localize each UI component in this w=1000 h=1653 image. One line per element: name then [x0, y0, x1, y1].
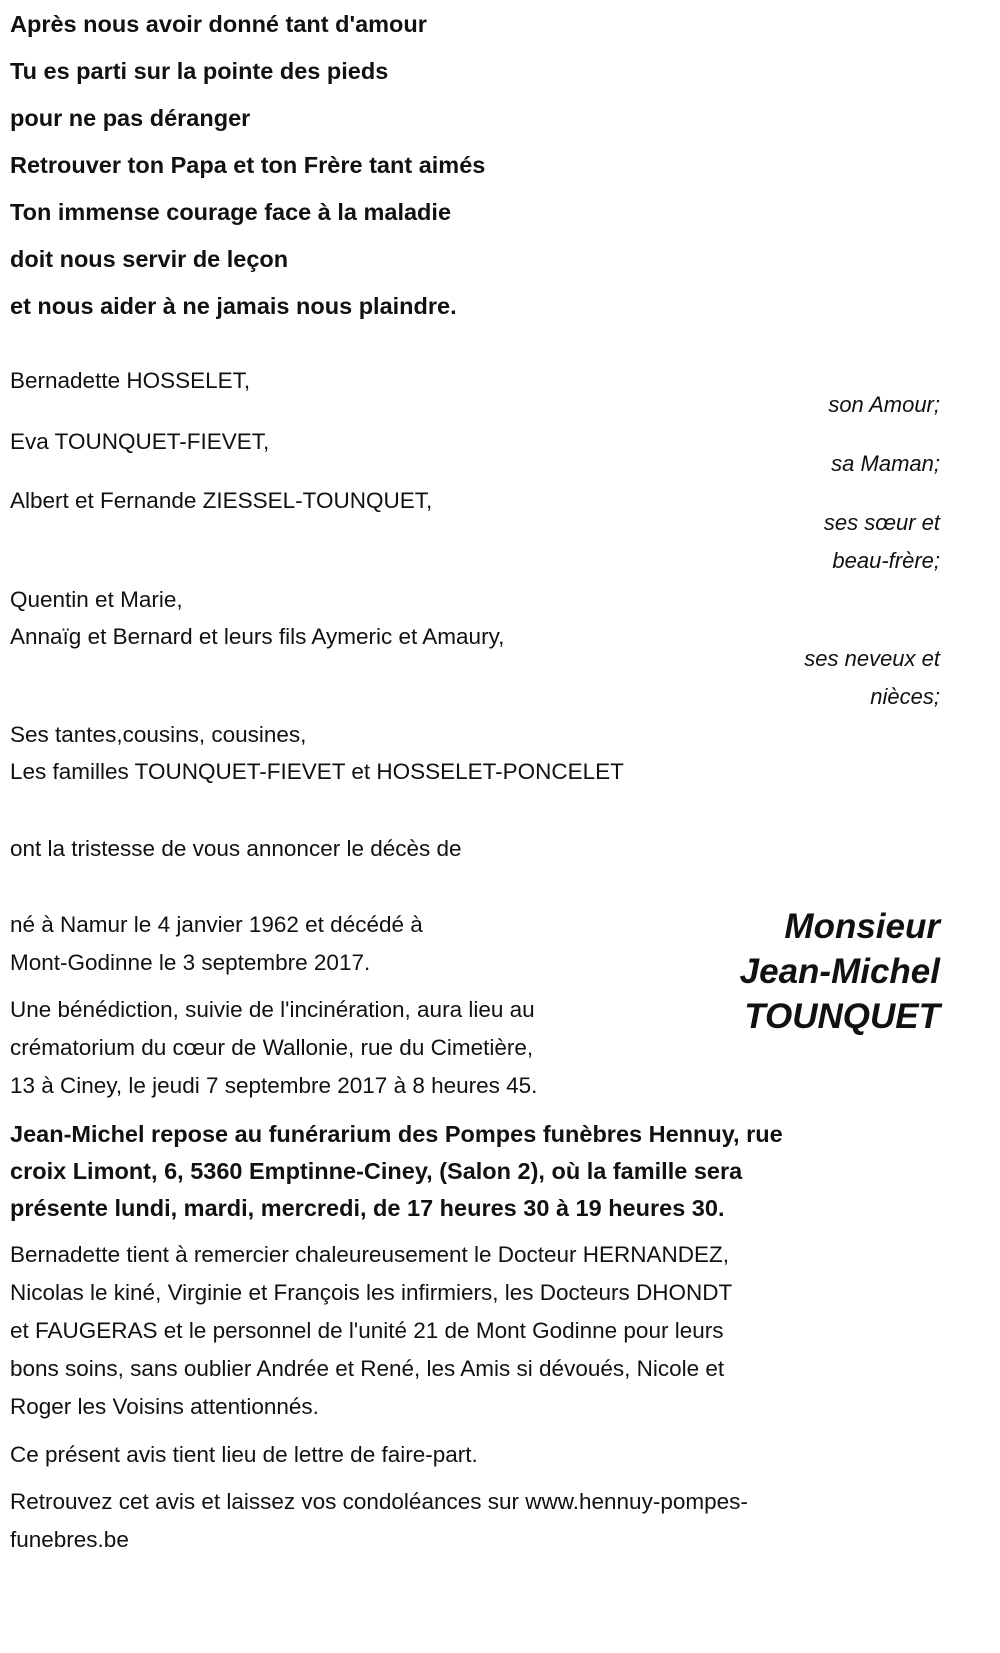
thanks-line: Nicolas le kiné, Virginie et François les infirmiers, les Docteurs DHONDT	[10, 1280, 733, 1305]
visitation-line: Jean-Michel repose au funérarium des Pompes funèbres Hennuy, rue	[10, 1121, 783, 1147]
thanks-line: et FAUGERAS et le personnel de l'unité 21 de Mont Godinne pour leurs	[10, 1318, 724, 1343]
visitation-line: croix Limont, 6, 5360 Emptinne-Ciney, (Salon 2), où la famille sera	[10, 1158, 743, 1184]
notice: Ce présent avis tient lieu de lettre de faire-part.	[10, 1442, 478, 1467]
birth-line: né à Namur le 4 janvier 1962 et décédé à	[10, 912, 423, 937]
deceased-first-name: Jean-Michel	[739, 952, 940, 991]
family-relation: ses sœur et	[823, 510, 940, 535]
ceremony-line: crématorium du cœur de Wallonie, rue du Cimetière,	[10, 1035, 534, 1060]
ceremony-line: Une bénédiction, suivie de l'incinération, aura lieu au	[10, 997, 535, 1022]
birth-line: Mont-Godinne le 3 septembre 2017.	[10, 950, 371, 975]
poem-line: Retrouver ton Papa et ton Frère tant aimés	[10, 152, 486, 178]
family-relation: sa Maman;	[831, 451, 940, 476]
thanks-line: bons soins, sans oublier Andrée et René, les Amis si dévoués, Nicole et	[10, 1356, 725, 1381]
family-name: Bernadette HOSSELET,	[10, 368, 251, 393]
poem-line: Tu es parti sur la pointe des pieds	[10, 58, 389, 84]
family-relation: ses neveux et	[804, 646, 940, 671]
thanks-line: Roger les Voisins attentionnés.	[10, 1394, 319, 1419]
condolences-line: funebres.be	[10, 1527, 129, 1552]
family-name: Annaïg et Bernard et leurs fils Aymeric et Amaury,	[10, 624, 505, 649]
poem-line: Ton immense courage face à la maladie	[10, 199, 452, 225]
announcement: ont la tristesse de vous annoncer le décès de	[10, 836, 462, 861]
deceased-title: Monsieur	[784, 907, 940, 946]
family-name: Albert et Fernande ZIESSEL-TOUNQUET,	[10, 488, 433, 513]
poem-line: Après nous avoir donné tant d'amour	[10, 11, 427, 37]
family-relation: nièces;	[870, 684, 940, 709]
family-name: Les familles TOUNQUET-FIEVET et HOSSELET-PONCELET	[10, 759, 624, 784]
condolences-line: Retrouvez cet avis et laissez vos condoléances sur www.hennuy-pompes-	[10, 1489, 748, 1514]
family-relation: beau-frère;	[832, 548, 940, 573]
visitation-line: présente lundi, mardi, mercredi, de 17 heures 30 à 19 heures 30.	[10, 1195, 725, 1221]
family-name: Eva TOUNQUET-FIEVET,	[10, 429, 270, 454]
family-relation: son Amour;	[828, 392, 940, 417]
poem-line: pour ne pas déranger	[10, 105, 251, 131]
family-name: Quentin et Marie,	[10, 587, 183, 612]
thanks-line: Bernadette tient à remercier chaleureusement le Docteur HERNANDEZ,	[10, 1242, 730, 1267]
poem-line: et nous aider à ne jamais nous plaindre.	[10, 293, 457, 319]
family-name: Ses tantes,cousins, cousines,	[10, 722, 307, 747]
deceased-last-name: TOUNQUET	[744, 997, 940, 1036]
ceremony-line: 13 à Ciney, le jeudi 7 septembre 2017 à 8 heures 45.	[10, 1073, 538, 1098]
poem-line: doit nous servir de leçon	[10, 246, 289, 272]
